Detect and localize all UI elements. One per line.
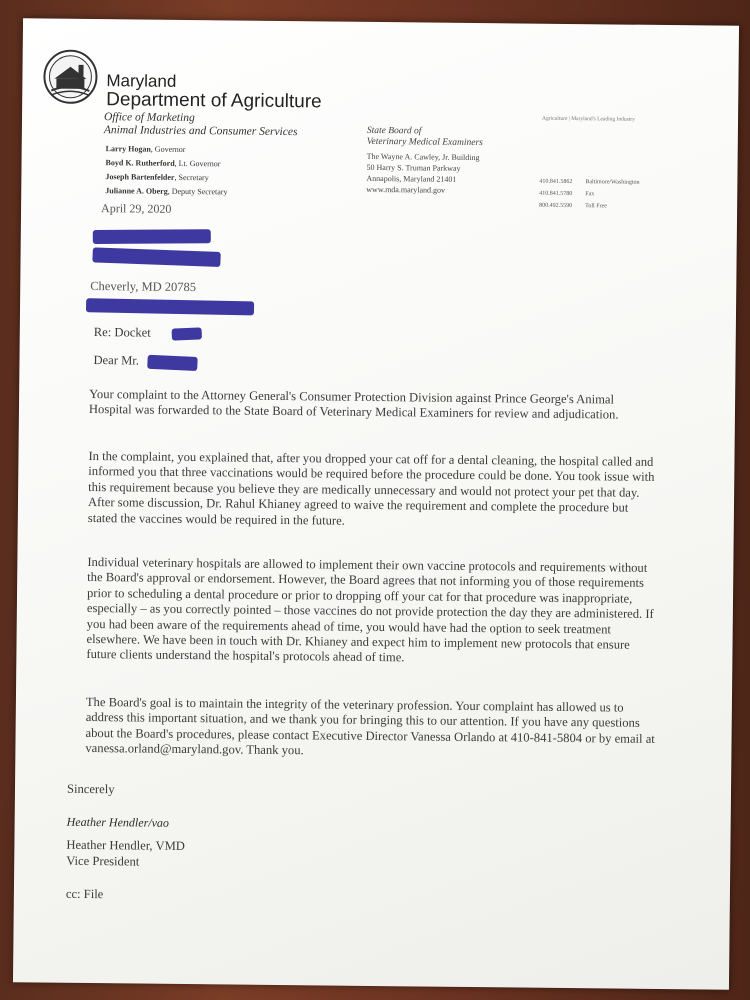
letter-page bbox=[13, 18, 739, 989]
signature: Heather Hendler/vao bbox=[66, 814, 170, 830]
signer-block bbox=[66, 837, 185, 870]
board-address bbox=[366, 126, 547, 197]
board-line-2: Veterinary Medical Examiners bbox=[366, 136, 483, 149]
phone-list bbox=[539, 176, 709, 214]
re-line: Re: Docket bbox=[93, 325, 151, 340]
recipient-city: Cheverly, MD 20785 bbox=[90, 278, 197, 295]
phone-row: 410.841.5862 Baltimore/Washington bbox=[539, 178, 640, 186]
official-row: Larry Hogan, Governor bbox=[105, 144, 186, 154]
signer-name: Heather Hendler, VMD bbox=[66, 837, 185, 854]
office-line-2: Animal Industries and Consumer Services bbox=[103, 124, 298, 139]
address-line: Annapolis, Maryland 21401 bbox=[366, 173, 457, 184]
tagline: Agriculture | Maryland's Leading Industry bbox=[542, 115, 635, 123]
office-name bbox=[104, 111, 364, 140]
paragraph: In the complaint, you explained that, after you dropped your cat off for a dental cleaning, the hospital called and informed you that three vaccinations would be required before the procedure could be done. You took issue with this requirement because you believe they are medically unnecessary and would not protect your pet that day. After some discussion, Dr. Rahul Khianey agreed to waive the requirement and complete the procedure but stated the vaccines would be required in the future. bbox=[87, 448, 655, 528]
phone-row: 410.841.5780 Fax bbox=[539, 190, 595, 198]
department-line-2: Department of Agriculture bbox=[106, 89, 322, 113]
redaction-mark bbox=[93, 229, 211, 244]
closing: Sincerely bbox=[66, 781, 115, 797]
official-row: Joseph Bartenfelder, Secretary bbox=[105, 172, 209, 183]
redaction-mark bbox=[92, 247, 220, 267]
paragraph: Your complaint to the Attorney General's Consumer Protection Division against Prince George's Animal Hospital was forwarded to the State Board of Veterinary Medical Examiners for review and adjudication. bbox=[88, 386, 619, 422]
website: www.mda.maryland.gov bbox=[366, 184, 446, 195]
redaction-mark bbox=[147, 355, 198, 371]
official-row: Boyd K. Rutherford, Lt. Governor bbox=[105, 158, 221, 169]
signer-title: Vice President bbox=[66, 853, 140, 869]
letter-date: April 29, 2020 bbox=[101, 201, 172, 216]
redaction-mark bbox=[172, 327, 202, 340]
cc-line: cc: File bbox=[65, 886, 104, 902]
office-line-1: Office of Marketing bbox=[103, 111, 195, 125]
redaction-mark bbox=[86, 298, 254, 315]
department-line-1: Maryland bbox=[106, 71, 177, 91]
phone-row: 800.492.5590 Toll Free bbox=[539, 202, 607, 210]
address-line: The Wayne A. Cawley, Jr. Building bbox=[366, 151, 480, 163]
official-row: Julianne A. Oberg, Deputy Secretary bbox=[105, 186, 228, 197]
department-name bbox=[106, 71, 322, 111]
address-line: 50 Harry S. Truman Parkway bbox=[366, 162, 461, 173]
maryland-seal-icon bbox=[42, 48, 99, 105]
salutation: Dear Mr. bbox=[93, 353, 140, 368]
paragraph: Individual veterinary hospitals are allowed to implement their own vaccine protocols and requirements without the Board's approval or endorsement. However, the Board agrees that not informing you of those requirements prior to scheduling a dental procedure or prior to dropping off your cat for that procedure was inappropriate, especially – as you correctly pointed – those vaccines do not provide protection the day they are administered. If you had been aware of the requirements ahead of time, you would have had the option to seek treatment elsewhere. We have been in touch with Dr. Khianey and expect him to implement new protocols that ensure future clients understand the hospital's protocols ahead of time. bbox=[86, 554, 654, 665]
officials-list bbox=[105, 142, 366, 201]
paragraph: The Board's goal is to maintain the integrity of the veterinary profession. Your complaint has allowed us to address this important situation, and we thank you for bringing this to our attention. If you have any questions about the Board's procedures, please contact Executive Director Vanessa Orlando at 410-841-5804 or by email at vanessa.orland@maryland.gov. Thank you. bbox=[85, 694, 655, 758]
board-line-1: State Board of bbox=[366, 125, 422, 137]
